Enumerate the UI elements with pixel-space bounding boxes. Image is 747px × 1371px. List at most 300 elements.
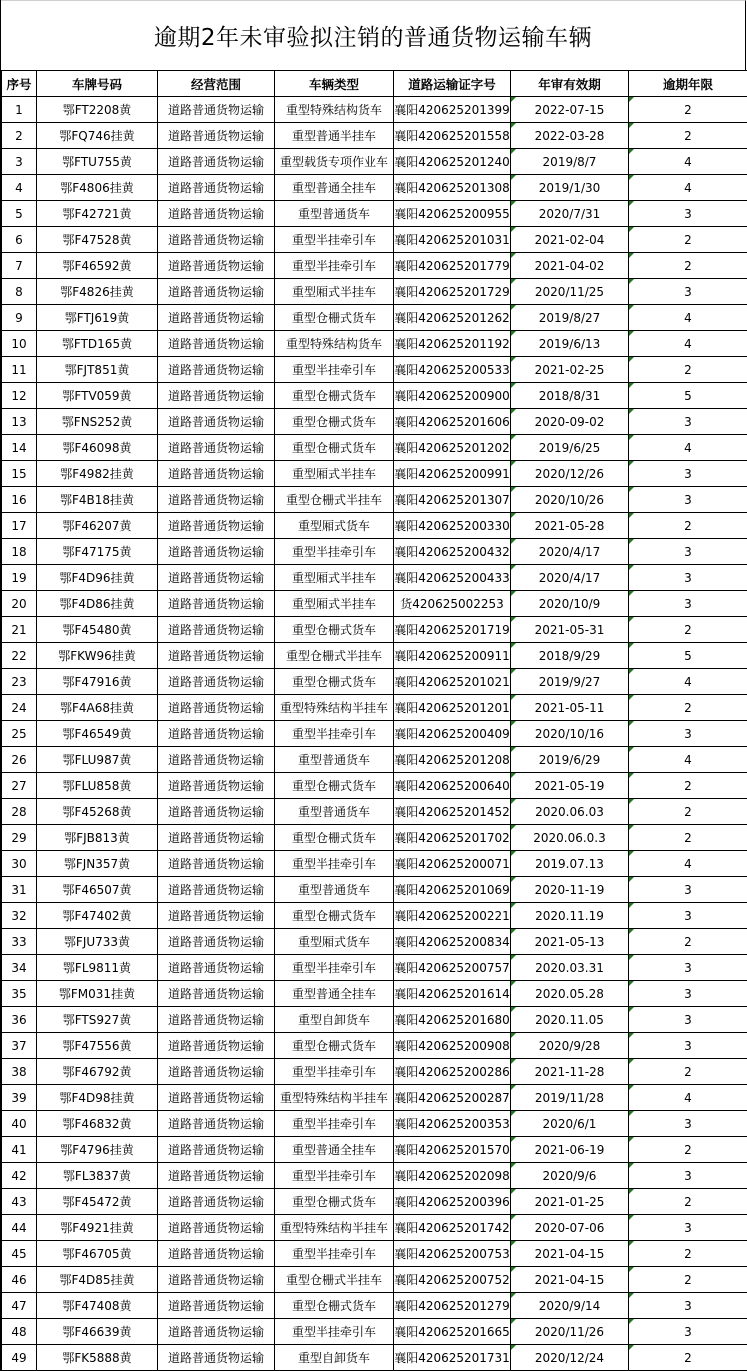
cell-overdue-years[interactable]: 4 — [629, 305, 747, 331]
cell-vehicle-type[interactable]: 重型载货专项作业车 — [275, 149, 394, 175]
cell-seq[interactable]: 10 — [2, 331, 37, 357]
cell-overdue-years[interactable]: 4 — [629, 747, 747, 773]
cell-plate[interactable]: 鄂F4D86挂黄 — [37, 591, 158, 617]
cell-overdue-years[interactable]: 3 — [629, 201, 747, 227]
header-seq[interactable]: 序号 — [2, 71, 37, 97]
cell-plate[interactable]: 鄂F45480黄 — [37, 617, 158, 643]
cell-permit[interactable]: 襄阳420625201665 — [394, 1319, 511, 1345]
cell-vehicle-type[interactable]: 重型仓栅式货车 — [275, 825, 394, 851]
cell-scope[interactable]: 道路普通货物运输 — [158, 1319, 275, 1345]
cell-vehicle-type[interactable]: 重型普通全挂车 — [275, 1137, 394, 1163]
cell-scope[interactable]: 道路普通货物运输 — [158, 929, 275, 955]
cell-scope[interactable]: 道路普通货物运输 — [158, 227, 275, 253]
cell-scope[interactable]: 道路普通货物运输 — [158, 149, 275, 175]
cell-vehicle-type[interactable]: 重型普通半挂车 — [275, 123, 394, 149]
cell-permit[interactable]: 襄阳420625201240 — [394, 149, 511, 175]
cell-plate[interactable]: 鄂F42721黄 — [37, 201, 158, 227]
cell-scope[interactable]: 道路普通货物运输 — [158, 487, 275, 513]
cell-scope[interactable]: 道路普通货物运输 — [158, 1241, 275, 1267]
cell-plate[interactable]: 鄂FKW96挂黄 — [37, 643, 158, 669]
cell-vehicle-type[interactable]: 重型仓栅式货车 — [275, 435, 394, 461]
cell-scope[interactable]: 道路普通货物运输 — [158, 539, 275, 565]
cell-scope[interactable]: 道路普通货物运输 — [158, 695, 275, 721]
cell-scope[interactable]: 道路普通货物运输 — [158, 955, 275, 981]
cell-validity[interactable]: 2021-05-31 — [511, 617, 629, 643]
cell-seq[interactable]: 13 — [2, 409, 37, 435]
cell-validity[interactable]: 2020.06.03 — [511, 799, 629, 825]
cell-scope[interactable]: 道路普通货物运输 — [158, 773, 275, 799]
cell-scope[interactable]: 道路普通货物运输 — [158, 669, 275, 695]
cell-scope[interactable]: 道路普通货物运输 — [158, 331, 275, 357]
cell-validity[interactable]: 2022-03-28 — [511, 123, 629, 149]
cell-validity[interactable]: 2021-04-02 — [511, 253, 629, 279]
cell-seq[interactable]: 6 — [2, 227, 37, 253]
cell-scope[interactable]: 道路普通货物运输 — [158, 1267, 275, 1293]
cell-validity[interactable]: 2021-05-19 — [511, 773, 629, 799]
cell-seq[interactable]: 25 — [2, 721, 37, 747]
cell-overdue-years[interactable]: 2 — [629, 825, 747, 851]
cell-overdue-years[interactable]: 2 — [629, 617, 747, 643]
cell-vehicle-type[interactable]: 重型半挂牵引车 — [275, 721, 394, 747]
cell-vehicle-type[interactable]: 重型仓栅式半挂车 — [275, 487, 394, 513]
cell-permit[interactable]: 襄阳420625200432 — [394, 539, 511, 565]
cell-overdue-years[interactable]: 2 — [629, 1137, 747, 1163]
cell-overdue-years[interactable]: 4 — [629, 435, 747, 461]
cell-overdue-years[interactable]: 4 — [629, 851, 747, 877]
cell-overdue-years[interactable]: 3 — [629, 461, 747, 487]
cell-scope[interactable]: 道路普通货物运输 — [158, 565, 275, 591]
cell-permit[interactable]: 襄阳420625200433 — [394, 565, 511, 591]
cell-plate[interactable]: 鄂F46705黄 — [37, 1241, 158, 1267]
cell-overdue-years[interactable]: 3 — [629, 279, 747, 305]
cell-seq[interactable]: 32 — [2, 903, 37, 929]
cell-vehicle-type[interactable]: 重型特殊结构半挂车 — [275, 695, 394, 721]
cell-vehicle-type[interactable]: 重型半挂牵引车 — [275, 227, 394, 253]
cell-vehicle-type[interactable]: 重型厢式半挂车 — [275, 591, 394, 617]
cell-validity[interactable]: 2020-09-02 — [511, 409, 629, 435]
cell-vehicle-type[interactable]: 重型厢式货车 — [275, 513, 394, 539]
cell-overdue-years[interactable]: 4 — [629, 175, 747, 201]
cell-permit[interactable]: 襄阳420625200353 — [394, 1111, 511, 1137]
cell-overdue-years[interactable]: 3 — [629, 1033, 747, 1059]
cell-overdue-years[interactable]: 3 — [629, 487, 747, 513]
cell-validity[interactable]: 2020/9/14 — [511, 1293, 629, 1319]
cell-scope[interactable]: 道路普通货物运输 — [158, 175, 275, 201]
cell-vehicle-type[interactable]: 重型仓栅式货车 — [275, 383, 394, 409]
cell-validity[interactable]: 2020/9/28 — [511, 1033, 629, 1059]
cell-overdue-years[interactable]: 2 — [629, 513, 747, 539]
cell-seq[interactable]: 16 — [2, 487, 37, 513]
cell-validity[interactable]: 2019/8/7 — [511, 149, 629, 175]
cell-permit[interactable]: 襄阳420625201208 — [394, 747, 511, 773]
cell-seq[interactable]: 21 — [2, 617, 37, 643]
cell-scope[interactable]: 道路普通货物运输 — [158, 383, 275, 409]
cell-permit[interactable]: 襄阳420625200286 — [394, 1059, 511, 1085]
cell-permit[interactable]: 襄阳420625200834 — [394, 929, 511, 955]
cell-permit[interactable]: 襄阳420625201680 — [394, 1007, 511, 1033]
cell-plate[interactable]: 鄂FNS252黄 — [37, 409, 158, 435]
cell-seq[interactable]: 11 — [2, 357, 37, 383]
cell-vehicle-type[interactable]: 重型仓栅式货车 — [275, 669, 394, 695]
cell-plate[interactable]: 鄂F46592黄 — [37, 253, 158, 279]
cell-scope[interactable]: 道路普通货物运输 — [158, 461, 275, 487]
cell-vehicle-type[interactable]: 重型自卸货车 — [275, 1345, 394, 1371]
cell-permit[interactable]: 襄阳420625201192 — [394, 331, 511, 357]
cell-permit[interactable]: 襄阳420625200955 — [394, 201, 511, 227]
cell-plate[interactable]: 鄂FK5888黄 — [37, 1345, 158, 1371]
cell-permit[interactable]: 襄阳420625201202 — [394, 435, 511, 461]
cell-plate[interactable]: 鄂F4B18挂黄 — [37, 487, 158, 513]
cell-validity[interactable]: 2021-11-28 — [511, 1059, 629, 1085]
cell-validity[interactable]: 2020/4/17 — [511, 565, 629, 591]
cell-permit[interactable]: 货420625002253 — [394, 591, 511, 617]
cell-scope[interactable]: 道路普通货物运输 — [158, 201, 275, 227]
cell-validity[interactable]: 2019/6/13 — [511, 331, 629, 357]
cell-vehicle-type[interactable]: 重型普通货车 — [275, 799, 394, 825]
cell-validity[interactable]: 2021-05-11 — [511, 695, 629, 721]
cell-scope[interactable]: 道路普通货物运输 — [158, 1137, 275, 1163]
cell-overdue-years[interactable]: 2 — [629, 799, 747, 825]
cell-vehicle-type[interactable]: 重型普通货车 — [275, 747, 394, 773]
cell-scope[interactable]: 道路普通货物运输 — [158, 591, 275, 617]
cell-permit[interactable]: 襄阳420625200757 — [394, 955, 511, 981]
cell-plate[interactable]: 鄂FTJ619黄 — [37, 305, 158, 331]
cell-permit[interactable]: 襄阳420625201307 — [394, 487, 511, 513]
cell-scope[interactable]: 道路普通货物运输 — [158, 747, 275, 773]
cell-scope[interactable]: 道路普通货物运输 — [158, 357, 275, 383]
cell-vehicle-type[interactable]: 重型自卸货车 — [275, 1007, 394, 1033]
cell-scope[interactable]: 道路普通货物运输 — [158, 1215, 275, 1241]
cell-scope[interactable]: 道路普通货物运输 — [158, 1059, 275, 1085]
cell-permit[interactable]: 襄阳420625201729 — [394, 279, 511, 305]
cell-plate[interactable]: 鄂F47528黄 — [37, 227, 158, 253]
cell-vehicle-type[interactable]: 重型半挂牵引车 — [275, 539, 394, 565]
cell-overdue-years[interactable]: 4 — [629, 1085, 747, 1111]
cell-scope[interactable]: 道路普通货物运输 — [158, 1033, 275, 1059]
cell-overdue-years[interactable]: 2 — [629, 1267, 747, 1293]
cell-permit[interactable]: 襄阳420625201779 — [394, 253, 511, 279]
cell-validity[interactable]: 2021-05-13 — [511, 929, 629, 955]
cell-permit[interactable]: 襄阳420625201069 — [394, 877, 511, 903]
cell-overdue-years[interactable]: 5 — [629, 383, 747, 409]
cell-scope[interactable]: 道路普通货物运输 — [158, 513, 275, 539]
cell-vehicle-type[interactable]: 重型仓栅式货车 — [275, 1033, 394, 1059]
cell-permit[interactable]: 襄阳420625201702 — [394, 825, 511, 851]
cell-permit[interactable]: 襄阳420625200900 — [394, 383, 511, 409]
cell-validity[interactable]: 2018/9/29 — [511, 643, 629, 669]
cell-overdue-years[interactable]: 2 — [629, 773, 747, 799]
cell-permit[interactable]: 襄阳420625201279 — [394, 1293, 511, 1319]
cell-validity[interactable]: 2020/7/31 — [511, 201, 629, 227]
cell-vehicle-type[interactable]: 重型半挂牵引车 — [275, 955, 394, 981]
cell-seq[interactable]: 22 — [2, 643, 37, 669]
cell-overdue-years[interactable]: 2 — [629, 253, 747, 279]
cell-vehicle-type[interactable]: 重型半挂牵引车 — [275, 253, 394, 279]
cell-seq[interactable]: 24 — [2, 695, 37, 721]
cell-permit[interactable]: 襄阳420625201570 — [394, 1137, 511, 1163]
cell-vehicle-type[interactable]: 重型仓栅式货车 — [275, 1293, 394, 1319]
cell-permit[interactable]: 襄阳420625201031 — [394, 227, 511, 253]
cell-plate[interactable]: 鄂F45472黄 — [37, 1189, 158, 1215]
cell-seq[interactable]: 1 — [2, 97, 37, 123]
cell-vehicle-type[interactable]: 重型厢式半挂车 — [275, 279, 394, 305]
cell-overdue-years[interactable]: 3 — [629, 1163, 747, 1189]
cell-overdue-years[interactable]: 4 — [629, 331, 747, 357]
cell-validity[interactable]: 2020-11-19 — [511, 877, 629, 903]
cell-plate[interactable]: 鄂F46207黄 — [37, 513, 158, 539]
cell-overdue-years[interactable]: 2 — [629, 1189, 747, 1215]
cell-permit[interactable]: 襄阳420625200409 — [394, 721, 511, 747]
cell-overdue-years[interactable]: 3 — [629, 903, 747, 929]
cell-validity[interactable]: 2020.05.28 — [511, 981, 629, 1007]
cell-permit[interactable]: 襄阳420625200752 — [394, 1267, 511, 1293]
cell-plate[interactable]: 鄂F47175黄 — [37, 539, 158, 565]
cell-overdue-years[interactable]: 3 — [629, 981, 747, 1007]
cell-seq[interactable]: 31 — [2, 877, 37, 903]
cell-vehicle-type[interactable]: 重型仓栅式半挂车 — [275, 643, 394, 669]
cell-vehicle-type[interactable]: 重型特殊结构半挂车 — [275, 1085, 394, 1111]
cell-scope[interactable]: 道路普通货物运输 — [158, 643, 275, 669]
cell-permit[interactable]: 襄阳420625200221 — [394, 903, 511, 929]
cell-seq[interactable]: 40 — [2, 1111, 37, 1137]
cell-plate[interactable]: 鄂FTS927黄 — [37, 1007, 158, 1033]
cell-seq[interactable]: 15 — [2, 461, 37, 487]
cell-vehicle-type[interactable]: 重型普通全挂车 — [275, 175, 394, 201]
cell-plate[interactable]: 鄂FJU733黄 — [37, 929, 158, 955]
cell-overdue-years[interactable]: 4 — [629, 149, 747, 175]
cell-permit[interactable]: 襄阳420625201308 — [394, 175, 511, 201]
cell-validity[interactable]: 2020.06.0.3 — [511, 825, 629, 851]
cell-validity[interactable]: 2018/8/31 — [511, 383, 629, 409]
cell-scope[interactable]: 道路普通货物运输 — [158, 279, 275, 305]
cell-seq[interactable]: 2 — [2, 123, 37, 149]
cell-vehicle-type[interactable]: 重型仓栅式半挂车 — [275, 1267, 394, 1293]
cell-permit[interactable]: 襄阳420625200396 — [394, 1189, 511, 1215]
cell-validity[interactable]: 2019/1/30 — [511, 175, 629, 201]
cell-validity[interactable]: 2019.07.13 — [511, 851, 629, 877]
cell-permit[interactable]: 襄阳420625200533 — [394, 357, 511, 383]
cell-seq[interactable]: 29 — [2, 825, 37, 851]
cell-seq[interactable]: 36 — [2, 1007, 37, 1033]
cell-permit[interactable]: 襄阳420625201742 — [394, 1215, 511, 1241]
cell-validity[interactable]: 2020/10/16 — [511, 721, 629, 747]
cell-vehicle-type[interactable]: 重型半挂牵引车 — [275, 851, 394, 877]
cell-overdue-years[interactable]: 3 — [629, 539, 747, 565]
cell-permit[interactable]: 襄阳420625200287 — [394, 1085, 511, 1111]
cell-vehicle-type[interactable]: 重型普通全挂车 — [275, 981, 394, 1007]
cell-overdue-years[interactable]: 2 — [629, 1345, 747, 1371]
cell-validity[interactable]: 2020/4/17 — [511, 539, 629, 565]
cell-validity[interactable]: 2021-04-15 — [511, 1267, 629, 1293]
cell-seq[interactable]: 47 — [2, 1293, 37, 1319]
cell-vehicle-type[interactable]: 重型半挂牵引车 — [275, 1241, 394, 1267]
cell-scope[interactable]: 道路普通货物运输 — [158, 981, 275, 1007]
cell-validity[interactable]: 2020.03.31 — [511, 955, 629, 981]
cell-scope[interactable]: 道路普通货物运输 — [158, 1085, 275, 1111]
cell-scope[interactable]: 道路普通货物运输 — [158, 903, 275, 929]
cell-seq[interactable]: 7 — [2, 253, 37, 279]
cell-vehicle-type[interactable]: 重型厢式半挂车 — [275, 461, 394, 487]
cell-validity[interactable]: 2020-07-06 — [511, 1215, 629, 1241]
cell-plate[interactable]: 鄂F47556黄 — [37, 1033, 158, 1059]
cell-validity[interactable]: 2020/10/9 — [511, 591, 629, 617]
cell-scope[interactable]: 道路普通货物运输 — [158, 1007, 275, 1033]
cell-vehicle-type[interactable]: 重型仓栅式货车 — [275, 617, 394, 643]
cell-seq[interactable]: 20 — [2, 591, 37, 617]
cell-scope[interactable]: 道路普通货物运输 — [158, 1163, 275, 1189]
header-validity[interactable]: 年审有效期 — [511, 71, 629, 97]
cell-plate[interactable]: 鄂FL9811黄 — [37, 955, 158, 981]
cell-validity[interactable]: 2020/11/26 — [511, 1319, 629, 1345]
cell-scope[interactable]: 道路普通货物运输 — [158, 97, 275, 123]
cell-overdue-years[interactable]: 3 — [629, 721, 747, 747]
cell-vehicle-type[interactable]: 重型半挂牵引车 — [275, 1059, 394, 1085]
cell-plate[interactable]: 鄂FJB813黄 — [37, 825, 158, 851]
cell-seq[interactable]: 38 — [2, 1059, 37, 1085]
cell-validity[interactable]: 2019/8/27 — [511, 305, 629, 331]
header-overdue-years[interactable]: 逾期年限 — [629, 71, 747, 97]
cell-overdue-years[interactable]: 5 — [629, 643, 747, 669]
cell-seq[interactable]: 44 — [2, 1215, 37, 1241]
cell-scope[interactable]: 道路普通货物运输 — [158, 721, 275, 747]
cell-seq[interactable]: 9 — [2, 305, 37, 331]
cell-scope[interactable]: 道路普通货物运输 — [158, 617, 275, 643]
cell-scope[interactable]: 道路普通货物运输 — [158, 1293, 275, 1319]
cell-vehicle-type[interactable]: 重型特殊结构半挂车 — [275, 1215, 394, 1241]
cell-plate[interactable]: 鄂F4796挂黄 — [37, 1137, 158, 1163]
cell-seq[interactable]: 14 — [2, 435, 37, 461]
cell-vehicle-type[interactable]: 重型特殊结构货车 — [275, 97, 394, 123]
cell-permit[interactable]: 襄阳420625201719 — [394, 617, 511, 643]
cell-vehicle-type[interactable]: 重型仓栅式货车 — [275, 1189, 394, 1215]
cell-overdue-years[interactable]: 2 — [629, 1241, 747, 1267]
cell-overdue-years[interactable]: 2 — [629, 929, 747, 955]
cell-seq[interactable]: 35 — [2, 981, 37, 1007]
cell-validity[interactable]: 2021-02-04 — [511, 227, 629, 253]
cell-seq[interactable]: 39 — [2, 1085, 37, 1111]
cell-seq[interactable]: 46 — [2, 1267, 37, 1293]
cell-seq[interactable]: 19 — [2, 565, 37, 591]
cell-plate[interactable]: 鄂F4D98挂黄 — [37, 1085, 158, 1111]
cell-plate[interactable]: 鄂FTV059黄 — [37, 383, 158, 409]
cell-plate[interactable]: 鄂F46507黄 — [37, 877, 158, 903]
cell-seq[interactable]: 30 — [2, 851, 37, 877]
cell-vehicle-type[interactable]: 重型仓栅式货车 — [275, 903, 394, 929]
cell-vehicle-type[interactable]: 重型特殊结构货车 — [275, 331, 394, 357]
cell-plate[interactable]: 鄂F4982挂黄 — [37, 461, 158, 487]
cell-overdue-years[interactable]: 2 — [629, 123, 747, 149]
cell-seq[interactable]: 3 — [2, 149, 37, 175]
cell-validity[interactable]: 2020/12/24 — [511, 1345, 629, 1371]
cell-plate[interactable]: 鄂F46832黄 — [37, 1111, 158, 1137]
cell-overdue-years[interactable]: 2 — [629, 97, 747, 123]
cell-validity[interactable]: 2021-06-19 — [511, 1137, 629, 1163]
cell-plate[interactable]: 鄂F4826挂黄 — [37, 279, 158, 305]
cell-scope[interactable]: 道路普通货物运输 — [158, 825, 275, 851]
cell-validity[interactable]: 2020.11.19 — [511, 903, 629, 929]
cell-plate[interactable]: 鄂FLU987黄 — [37, 747, 158, 773]
cell-permit[interactable]: 襄阳420625200071 — [394, 851, 511, 877]
cell-plate[interactable]: 鄂F46792黄 — [37, 1059, 158, 1085]
cell-scope[interactable]: 道路普通货物运输 — [158, 851, 275, 877]
cell-vehicle-type[interactable]: 重型厢式货车 — [275, 929, 394, 955]
cell-scope[interactable]: 道路普通货物运输 — [158, 305, 275, 331]
cell-validity[interactable]: 2021-01-25 — [511, 1189, 629, 1215]
cell-plate[interactable]: 鄂F47402黄 — [37, 903, 158, 929]
cell-overdue-years[interactable]: 2 — [629, 227, 747, 253]
cell-permit[interactable]: 襄阳420625201558 — [394, 123, 511, 149]
cell-permit[interactable]: 襄阳420625200911 — [394, 643, 511, 669]
cell-overdue-years[interactable]: 4 — [629, 669, 747, 695]
cell-overdue-years[interactable]: 3 — [629, 1293, 747, 1319]
cell-seq[interactable]: 43 — [2, 1189, 37, 1215]
cell-vehicle-type[interactable]: 重型仓栅式货车 — [275, 773, 394, 799]
cell-vehicle-type[interactable]: 重型仓栅式货车 — [275, 305, 394, 331]
cell-permit[interactable]: 襄阳420625200753 — [394, 1241, 511, 1267]
cell-seq[interactable]: 34 — [2, 955, 37, 981]
cell-overdue-years[interactable]: 3 — [629, 1215, 747, 1241]
cell-plate[interactable]: 鄂F46549黄 — [37, 721, 158, 747]
cell-overdue-years[interactable]: 3 — [629, 955, 747, 981]
cell-plate[interactable]: 鄂FJT851黄 — [37, 357, 158, 383]
cell-plate[interactable]: 鄂F45268黄 — [37, 799, 158, 825]
cell-seq[interactable]: 12 — [2, 383, 37, 409]
cell-permit[interactable]: 襄阳420625200991 — [394, 461, 511, 487]
cell-permit[interactable]: 襄阳420625201452 — [394, 799, 511, 825]
header-scope[interactable]: 经营范围 — [158, 71, 275, 97]
cell-plate[interactable]: 鄂F4806挂黄 — [37, 175, 158, 201]
cell-seq[interactable]: 49 — [2, 1345, 37, 1371]
cell-overdue-years[interactable]: 3 — [629, 591, 747, 617]
cell-seq[interactable]: 45 — [2, 1241, 37, 1267]
cell-seq[interactable]: 26 — [2, 747, 37, 773]
cell-permit[interactable]: 襄阳420625201262 — [394, 305, 511, 331]
header-plate[interactable]: 车牌号码 — [37, 71, 158, 97]
cell-seq[interactable]: 41 — [2, 1137, 37, 1163]
cell-scope[interactable]: 道路普通货物运输 — [158, 253, 275, 279]
cell-plate[interactable]: 鄂F46098黄 — [37, 435, 158, 461]
cell-validity[interactable]: 2021-02-25 — [511, 357, 629, 383]
cell-overdue-years[interactable]: 3 — [629, 565, 747, 591]
cell-validity[interactable]: 2020/10/26 — [511, 487, 629, 513]
cell-validity[interactable]: 2019/11/28 — [511, 1085, 629, 1111]
cell-validity[interactable]: 2020/6/1 — [511, 1111, 629, 1137]
cell-seq[interactable]: 4 — [2, 175, 37, 201]
cell-validity[interactable]: 2020/11/25 — [511, 279, 629, 305]
cell-vehicle-type[interactable]: 重型普通货车 — [275, 877, 394, 903]
cell-plate[interactable]: 鄂FTD165黄 — [37, 331, 158, 357]
cell-overdue-years[interactable]: 3 — [629, 1111, 747, 1137]
cell-scope[interactable]: 道路普通货物运输 — [158, 877, 275, 903]
cell-permit[interactable]: 襄阳420625201614 — [394, 981, 511, 1007]
cell-permit[interactable]: 襄阳420625201021 — [394, 669, 511, 695]
cell-overdue-years[interactable]: 3 — [629, 409, 747, 435]
cell-validity[interactable]: 2019/6/25 — [511, 435, 629, 461]
cell-overdue-years[interactable]: 3 — [629, 877, 747, 903]
cell-vehicle-type[interactable]: 重型仓栅式货车 — [275, 409, 394, 435]
cell-overdue-years[interactable]: 2 — [629, 695, 747, 721]
cell-seq[interactable]: 28 — [2, 799, 37, 825]
cell-seq[interactable]: 8 — [2, 279, 37, 305]
cell-permit[interactable]: 襄阳420625201731 — [394, 1345, 511, 1371]
cell-plate[interactable]: 鄂F4D96挂黄 — [37, 565, 158, 591]
cell-permit[interactable]: 襄阳420625201201 — [394, 695, 511, 721]
cell-overdue-years[interactable]: 2 — [629, 1059, 747, 1085]
cell-seq[interactable]: 33 — [2, 929, 37, 955]
cell-seq[interactable]: 27 — [2, 773, 37, 799]
cell-permit[interactable]: 襄阳420625201606 — [394, 409, 511, 435]
cell-vehicle-type[interactable]: 重型半挂牵引车 — [275, 1111, 394, 1137]
